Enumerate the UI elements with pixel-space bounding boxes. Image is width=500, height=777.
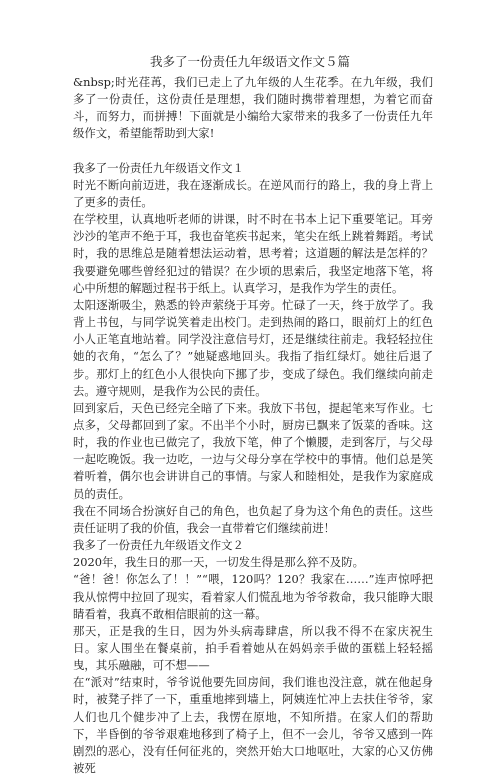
essay-1-paragraph: 我在不同场合扮演好自己的角色，也负起了身为这个角色的责任。这些责任证明了我的价值，我会一直带着它们继续前进！: [73, 503, 433, 535]
essay-2-paragraph: 在“派对”结束时，爷爷说他要先回房间，我们谁也没注意，就在他起身时，被凳子拌了一下，重重地摔到墙上，阿姨连忙冲上去扶住爷爷，家人们也几个健步冲了上去，我愣在原地，不知所措。在家人们的帮助下，半昏倒的爷爷艰难地移到了椅子上，但不一会儿，爷爷又感到一阵剧烈的恶心，没有任何征兆的，突然开始大口地呕吐，大家的心又仿佛被死: [73, 675, 433, 776]
essay-1-paragraph: 时光不断向前迈进，我在逐渐成长。在逆风而行的路上，我的身上背上了更多的责任。: [73, 177, 433, 209]
essay-1-paragraph: 太阳逐渐吸尘，熟悉的铃声萦绕于耳旁。忙碌了一天，终于放学了。我背上书包，与同学说笑着走出校门。走到热闹的路口，眼前灯上的红色小人正笔直地站着。同学没注意信号灯，还是继续往前走。我轻轻拉住她的衣角，“怎么了？”她疑惑地回头。我指了指红绿灯。她往后退了步。那灯上的红色小人很快向下挪了步，变成了绿色。我们继续向前走去。遵守规则，是我作为公民的责任。: [73, 297, 433, 398]
essay-1-paragraph: 回到家后，天色已经完全暗了下来。我放下书包，提起笔来写作业。七点多，父母都回到了家。不出半个小时，厨房已飘来了饭菜的香味。这时，我的作业也已做完了，我放下笔，伸了个懒腰，走到客厅，与父母一起吃晚饭。我一边吃，一边与父母分享在学校中的事情。他们总是笑着听着，偶尔也会讲讲自己的事情。与家人和睦相处，是我作为家庭成员的责任。: [73, 400, 433, 501]
essay-2-paragraph: 2020年，我生日的那一天，一切发生得是那么猝不及防。: [73, 555, 364, 570]
essay-1-paragraph: 在学校里，认真地听老师的讲课，时不时在书本上记下重要笔记。耳旁沙沙的笔声不绝于耳，我也奋笔疾书起来，笔尖在纸上跳着舞蹈。考试时，我的思维总是随着想法运动着，思考着；这道题的解法是怎样的？我要避免哪些曾经犯过的错误？在少顷的思索后，我坚定地落下笔，将心中所想的解题过程书于纸上。认真学习，是我作为学生的责任。: [73, 212, 433, 295]
document-body: [73, 74, 433, 777]
essay-2-paragraph: 那天，正是我的生日，因为外头病毒肆虐，所以我不得不在家庆祝生日。家人围坐在餐桌前，拍手看着她从在妈妈亲手做的蛋糕上轻轻摇曳，其乐融融，可不想——: [73, 623, 433, 673]
document-title: 我多了一份责任九年级语文作文５篇: [149, 54, 350, 69]
essay-1-title: 我多了一份责任九年级语文作文１: [73, 160, 244, 175]
essay-2-paragraph: “爸！爸！你怎么了！！”“喂，120吗？120？我家在……”连声惊呼把我从惊愕中拉回了现实，看着家人们慌乱地为爷爷救命，我只能睁大眼睛看着，我真不敢相信眼前的这一幕。: [73, 572, 433, 621]
essay-2-title: 我多了一份责任九年级语文作文２: [73, 538, 244, 553]
intro-paragraph: &nbsp;时光荏苒，我们已走上了九年级的人生花季。在九年级，我们多了一份责任，这份责任是理想，我们随时携带着理想，为着它而奋斗，而努力，而拼搏！下面就是小编给大家带来的我多了一份责任九年级作文，希望能帮助到大家!: [73, 75, 433, 141]
